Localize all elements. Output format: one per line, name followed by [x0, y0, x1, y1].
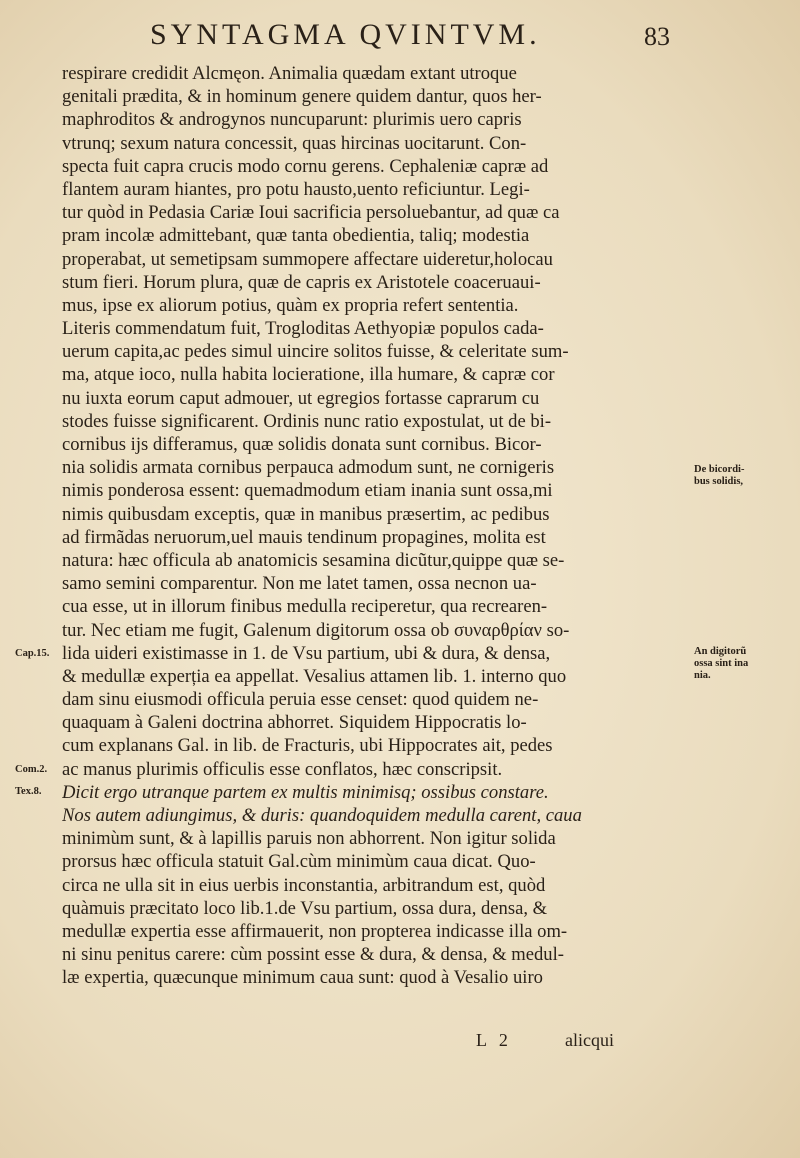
margin-note-bicornes-2: bus solidis,	[694, 476, 744, 487]
text-line: cum explanans Gal. in lib. de Fracturis, ubi Hippocrates ait, pedes	[62, 735, 553, 757]
margin-note-bicornes: De bicordi-	[694, 464, 745, 475]
text-line: samo semini comparentur. Non me latet tamen, ossa necnon ua-	[62, 573, 537, 595]
margin-note-digit-bones-2: ossa sint ina	[694, 658, 749, 669]
text-line: nia solidis armata cornibus perpauca admodum sunt, ne cornigeris	[62, 457, 555, 479]
text-line: quàmuis præcitato loco lib.1.de Vsu partium, ossa dura, densa, &	[62, 897, 548, 919]
text-line: genitali prædita, & in hominum genere quidem dantur, quos her-	[62, 86, 542, 108]
text-line: pram incolæ admittebant, quæ tanta obedientia, taliq; modestia	[62, 225, 530, 247]
text-line: properabat, ut semetipsam summopere affectare uideretur,holocau	[62, 248, 553, 270]
margin-note-chapter: Cap.15.	[15, 648, 50, 659]
text-line: circa ne ulla sit in eius uerbis inconstantia, arbitrandum est, quòd	[62, 874, 546, 896]
text-line: lida uideri existimasse in 1. de Vsu partium, ubi & dura, & densa,	[62, 642, 551, 664]
text-line: maphroditos & androgynos nuncuparunt: plurimis uero capris	[62, 109, 522, 131]
signature-mark: L 2	[476, 1030, 512, 1050]
text-line: dam sinu eiusmodi officula peruia esse censet: quod quidem ne-	[62, 689, 539, 711]
text-line: prorsus hæc officula statuit Gal.cùm minimùm caua dicat. Quo-	[62, 851, 536, 873]
text-line: & medullæ experția ea appellat. Vesalius attamen lib. 1. interno quo	[62, 665, 567, 687]
margin-note-digit-bones: An digitorũ	[694, 646, 747, 657]
text-line: mus, ipse ex aliorum potius, quàm ex propria refert sententia.	[62, 294, 519, 316]
text-line: tur quòd in Pedasia Cariæ Ioui sacrificia persoluebantur, ad quæ ca	[62, 202, 560, 224]
italic-quote-line: Nos autem adiungimus, & duris: quandoquidem medulla carent, caua	[62, 805, 582, 826]
text-line: ac manus plurimis officulis esse conflatos, hæc conscripsit.	[62, 758, 503, 780]
page-number: 83	[644, 22, 670, 51]
text-line: medullæ expertia esse affirmauerit, non propterea indicasse illa om-	[62, 920, 568, 942]
text-line: stodes fuisse significarent. Ordinis nunc ratio expostulat, ut de bi-	[62, 410, 552, 432]
text-line: uerum capita,ac pedes simul uincire solitos fuisse, & celeritate sum-	[62, 341, 569, 363]
body-text	[62, 62, 662, 990]
text-line: minimùm sunt, & à lapillis paruis non abhorrent. Non igitur solida	[62, 828, 556, 850]
text-line: natura: hæc officula ab anatomicis sesamina dicũtur,quippe quæ se-	[62, 549, 565, 571]
page-header	[150, 18, 670, 58]
catchword: alicqui	[565, 1030, 614, 1050]
text-line: Literis commendatum fuit, Trogloditas Aethyopiæ populos cada-	[62, 318, 544, 340]
page-footer	[476, 1030, 656, 1054]
margin-note-digit-bones-3: nia.	[694, 670, 711, 681]
text-line: cua esse, ut in illorum finibus medulla reciperetur, qua recrearen-	[62, 596, 548, 618]
text-line: quaquam à Galeni doctrina abhorret. Siquidem Hippocratis lo-	[62, 712, 527, 734]
text-line: stum fieri. Horum plura, quæ de capris ex Aristotele coaceruaui-	[62, 271, 541, 293]
text-line: ni sinu penitus carere: cùm possint esse & dura, & densa, & medul-	[62, 944, 564, 966]
text-line: nimis quibusdam exceptis, quæ in manibus præsertim, ac pedibus	[62, 503, 550, 525]
margin-note-text: Tex.8.	[15, 786, 42, 797]
text-line: cornibus ijs differamus, quæ solidis donata sunt cornibus. Bicor-	[62, 434, 542, 455]
text-line: vtrunq; sexum natura concessit, quas hircinas uocitarunt. Con-	[62, 132, 527, 154]
text-line: ad firmãdas neruorum,uel mauis tendinum propagines, molita est	[62, 526, 546, 548]
text-line: flantem auram hiantes, pro potu hausto,uento reficiuntur. Legi-	[62, 178, 530, 200]
text-line: specta fuit capra crucis modo cornu gerens. Cephaleniæ capræ ad	[62, 155, 549, 177]
running-title: SYNTAGMA QVINTVM.	[150, 18, 541, 51]
margin-note-comment: Com.2.	[15, 764, 48, 775]
text-line: ma, atque ioco, nulla habita locieratione, illa humare, & capræ cor	[62, 364, 555, 386]
text-line: tur. Nec etiam me fugit, Galenum digitorum ossa ob συναρθρίαν so-	[62, 619, 570, 641]
text-line: læ expertia, quæcunque minimum caua sunt: quod à Vesalio uiro	[62, 967, 543, 989]
text-line: nu iuxta eorum caput admouer, ut egregios fortasse caprarum cu	[62, 387, 540, 409]
italic-quote-line: Dicit ergo utranque partem ex multis minimisq; ossibus constare.	[62, 781, 549, 803]
text-line: respirare credidit Alcmęon. Animalia quædam extant utroque	[62, 63, 517, 84]
text-line: nimis ponderosa essent: quemadmodum etiam inania sunt ossa,mi	[62, 480, 553, 502]
